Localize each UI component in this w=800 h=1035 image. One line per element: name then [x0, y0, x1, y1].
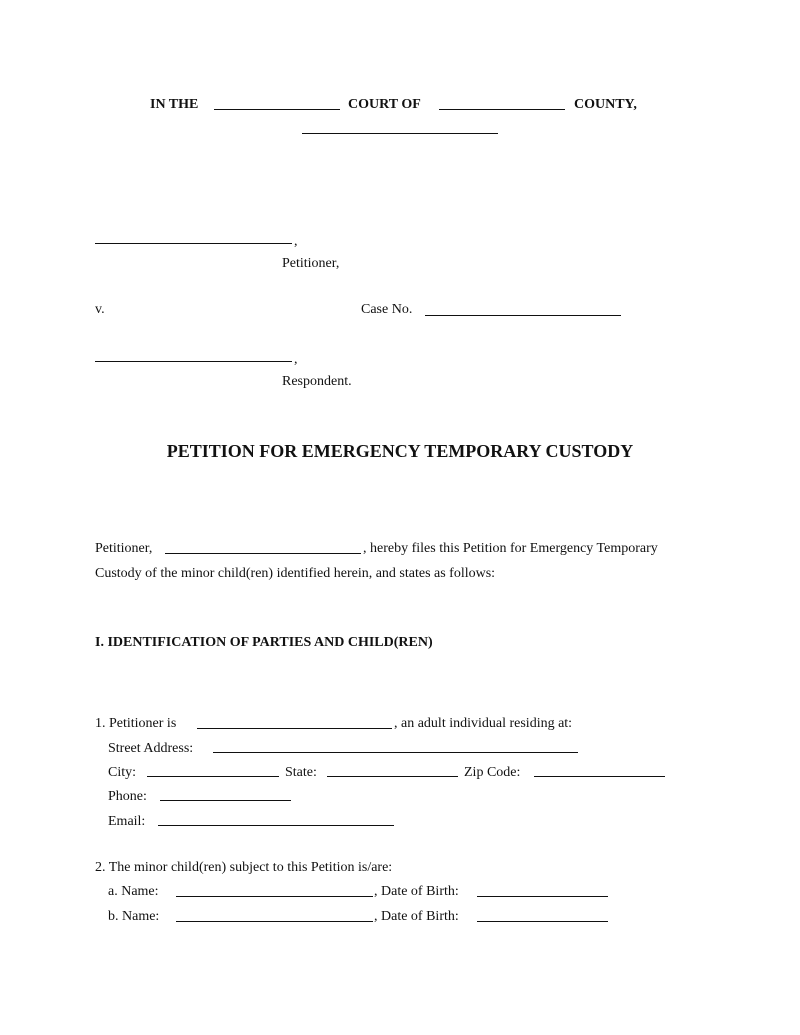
county-name-field[interactable] [439, 109, 565, 110]
email-field[interactable] [158, 825, 394, 826]
case-number-field[interactable] [425, 315, 621, 316]
phone-label: Phone: [108, 789, 147, 804]
child-a-name-label: a. Name: [108, 884, 159, 899]
petitioner-label: Petitioner, [282, 256, 340, 271]
child-a-dob-label: , Date of Birth: [374, 884, 459, 899]
phone-field[interactable] [160, 800, 291, 801]
caption-court-of: COURT OF [348, 97, 421, 112]
city-field[interactable] [147, 776, 279, 777]
petitioner-comma: , [294, 234, 298, 249]
petitioner-name-field[interactable] [95, 243, 292, 244]
caption-county: COUNTY, [574, 97, 637, 112]
intro-petitioner-label: Petitioner, [95, 541, 153, 556]
child-b-name-label: b. Name: [108, 909, 160, 924]
email-label: Email: [108, 814, 146, 829]
respondent-name-field[interactable] [95, 361, 292, 362]
item1-petitioner-name-field[interactable] [197, 728, 392, 729]
court-name-field[interactable] [214, 109, 340, 110]
item1-suffix: , an adult individual residing at: [394, 716, 573, 731]
respondent-comma: , [294, 352, 298, 367]
intro-line1-text: , hereby files this Petition for Emergency Temporary [363, 541, 658, 556]
child-a-dob-field[interactable] [477, 896, 608, 897]
state-name-field[interactable] [302, 133, 498, 134]
zip-code-label: Zip Code: [464, 765, 521, 780]
item1-prefix: 1. Petitioner is [95, 716, 177, 731]
caption-in-the: IN THE [150, 97, 199, 112]
state-field[interactable] [327, 776, 458, 777]
street-address-label: Street Address: [108, 741, 194, 756]
versus-label: v. [95, 302, 105, 317]
section-heading: I. IDENTIFICATION OF PARTIES AND CHILD(REN) [95, 635, 433, 650]
intro-petitioner-name-field[interactable] [165, 553, 361, 554]
child-b-name-field[interactable] [176, 921, 373, 922]
document-title: PETITION FOR EMERGENCY TEMPORARY CUSTODY [166, 441, 634, 461]
street-address-field[interactable] [213, 752, 578, 753]
child-b-dob-field[interactable] [477, 921, 608, 922]
child-b-dob-label: , Date of Birth: [374, 909, 459, 924]
city-label: City: [108, 765, 137, 780]
intro-line2-text: Custody of the minor child(ren) identified herein, and states as follows: [95, 566, 496, 581]
zip-code-field[interactable] [534, 776, 665, 777]
item2-text: 2. The minor child(ren) subject to this Petition is/are: [95, 860, 393, 875]
child-a-name-field[interactable] [176, 896, 373, 897]
case-no-label: Case No. [361, 302, 413, 317]
state-label: State: [285, 765, 317, 780]
respondent-label: Respondent. [282, 374, 352, 389]
